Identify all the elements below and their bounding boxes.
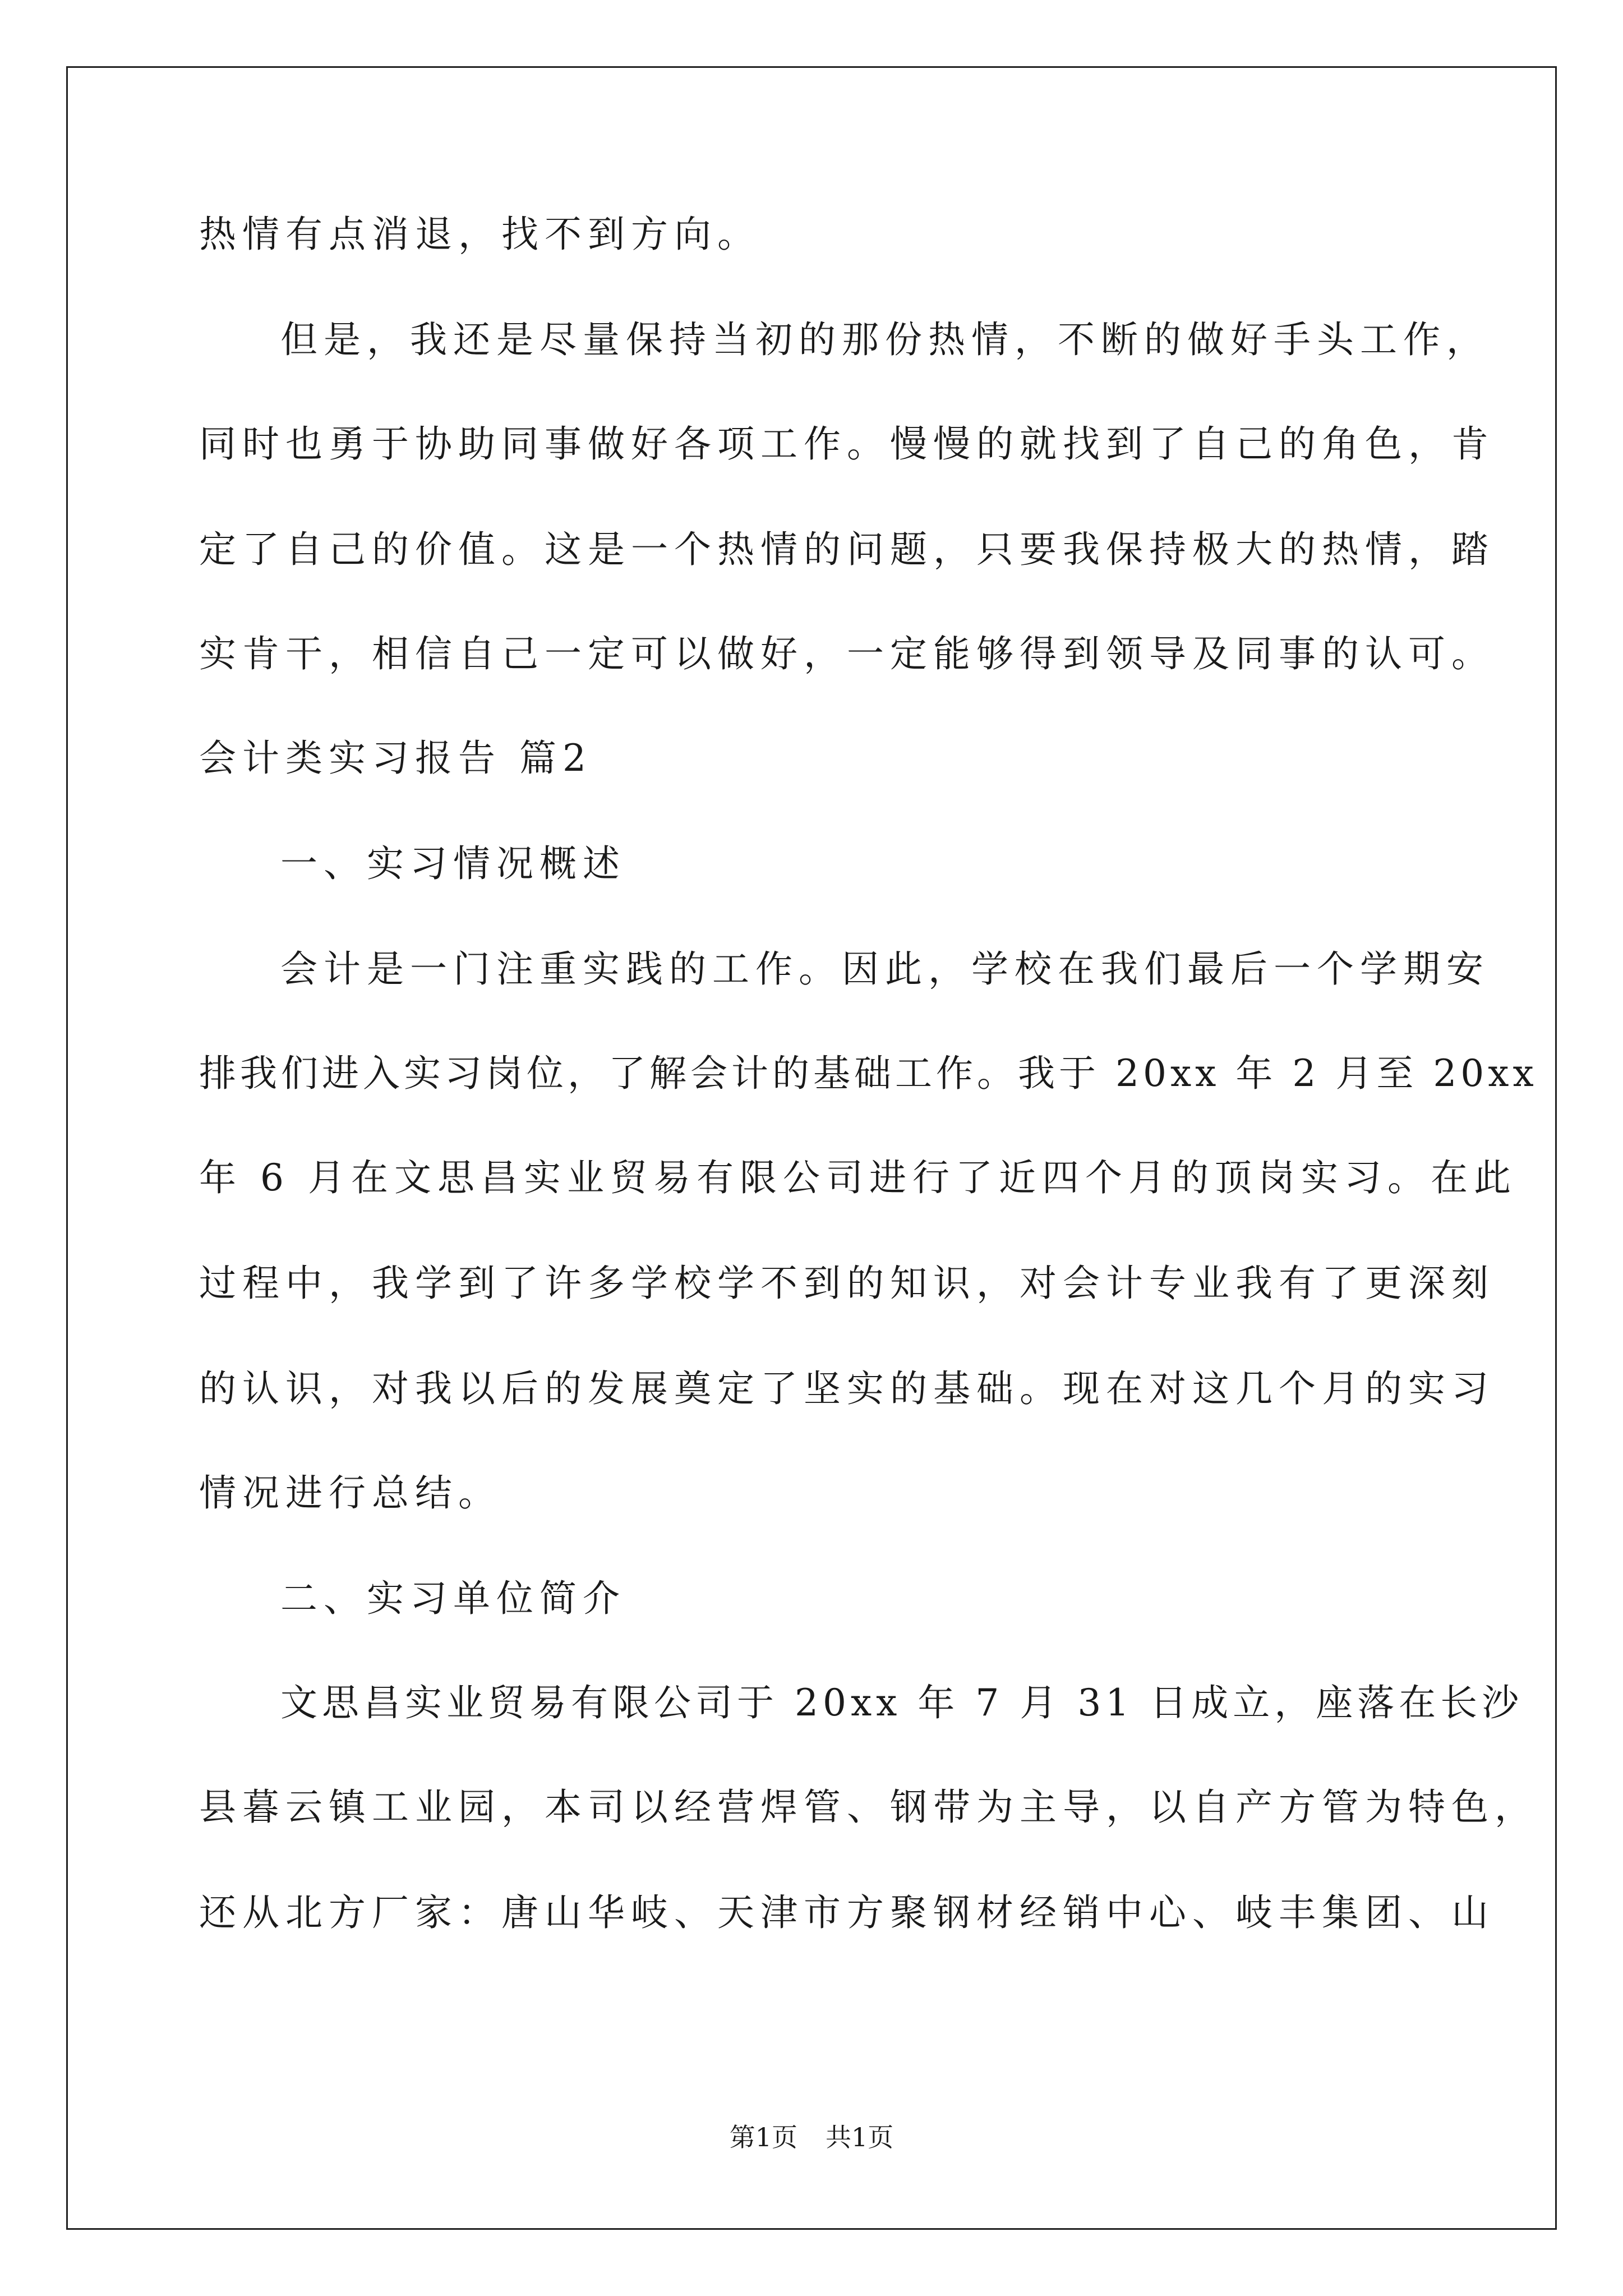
text-line: 年 6 月在文思昌实业贸易有限公司进行了近四个月的顶岗实习。在此 (199, 1156, 1517, 1199)
text-line: 同时也勇于协助同事做好各项工作。慢慢的就找到了自己的角色，肯 (199, 422, 1495, 466)
page-footer (0, 2120, 1623, 2154)
page-number: 第1页 (729, 2122, 797, 2152)
text-line: 还从北方厂家：唐山华岐、天津市方聚钢材经销中心、岐丰集团、山 (199, 1891, 1495, 1934)
text-line: 县暮云镇工业园，本司以经营焊管、钢带为主导，以自产方管为特色， (199, 1786, 1538, 1829)
text-line: 过程中，我学到了许多学校学不到的知识，对会计专业我有了更深刻 (199, 1262, 1495, 1305)
text-line: 实肯干，相信自己一定可以做好，一定能够得到领导及同事的认可。 (199, 632, 1495, 675)
page-total: 共1页 (826, 2122, 894, 2152)
text-line: 热情有点消退，找不到方向。 (199, 213, 760, 256)
section-heading: 会计类实习报告 篇2 (199, 737, 592, 780)
text-line: 文思昌实业贸易有限公司于 20xx 年 7 月 31 日成立，座落在长沙 (280, 1681, 1524, 1724)
text-line: 但是，我还是尽量保持当初的那份热情，不断的做好手头工作， (280, 318, 1490, 361)
text-line: 情况进行总结。 (199, 1471, 501, 1515)
text-line: 排我们进入实习岗位，了解会计的基础工作。我于 20xx 年 2 月至 20xx (199, 1052, 1538, 1095)
text-line: 的认识，对我以后的发展奠定了坚实的基础。现在对这几个月的实习 (199, 1367, 1495, 1410)
subsection-heading: 二、实习单位简介 (280, 1577, 626, 1620)
subsection-heading: 一、实习情况概述 (280, 842, 626, 885)
text-line: 定了自己的价值。这是一个热情的问题，只要我保持极大的热情，踏 (199, 528, 1495, 571)
text-line: 会计是一门注重实践的工作。因此，学校在我们最后一个学期安 (280, 947, 1490, 991)
